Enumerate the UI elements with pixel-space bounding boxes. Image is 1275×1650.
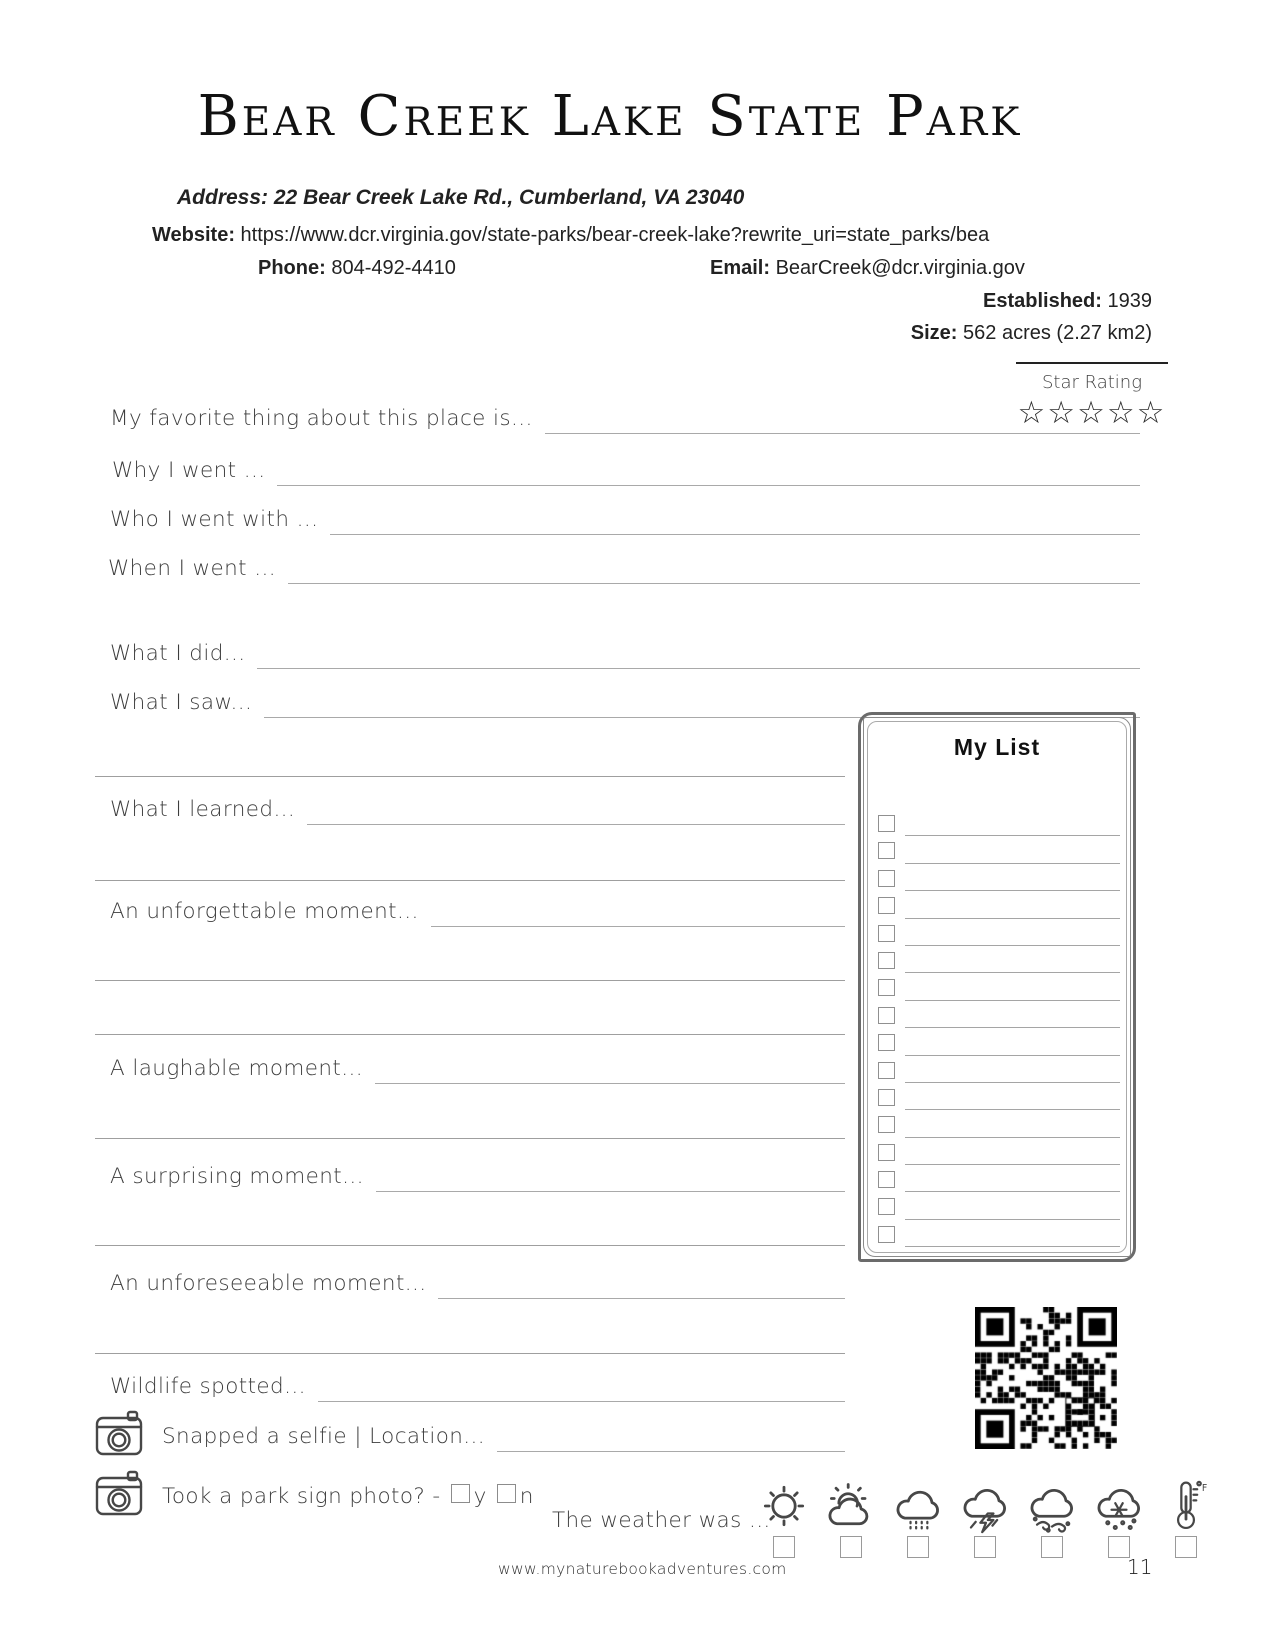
website-row — [152, 224, 989, 247]
my-list-row — [878, 1059, 1120, 1086]
field-wildlife-line[interactable] — [318, 1401, 845, 1402]
my-list-row — [878, 1031, 1120, 1058]
writing-line[interactable] — [95, 1245, 845, 1246]
snowy-icon — [1091, 1478, 1147, 1534]
field-unforgettable-line[interactable] — [431, 926, 845, 927]
size-value: 562 acres (2.27 km2) — [963, 322, 1152, 344]
camera-icon — [95, 1410, 143, 1456]
field-favorite — [110, 406, 1140, 431]
field-favorite-line[interactable] — [545, 433, 1140, 434]
camera-icon — [95, 1470, 143, 1516]
field-selfie-label: Snapped a selfie | Location... — [162, 1424, 485, 1449]
address-row — [177, 186, 744, 210]
my-list-checkbox[interactable] — [878, 897, 895, 914]
my-list-line[interactable] — [905, 918, 1120, 919]
field-laughable — [110, 1056, 845, 1081]
field-why-line[interactable] — [277, 485, 1140, 486]
field-unforeseeable-line[interactable] — [438, 1298, 845, 1299]
my-list-line[interactable] — [905, 1000, 1120, 1001]
writing-line[interactable] — [95, 1138, 845, 1139]
field-when-label: When I went ... — [108, 556, 276, 581]
weather-windy-checkbox[interactable] — [1041, 1536, 1063, 1558]
my-list-row — [878, 894, 1120, 921]
my-list-line[interactable] — [905, 1082, 1120, 1083]
email-row — [710, 257, 1025, 280]
my-list-row — [878, 812, 1120, 839]
email-label: Email: — [710, 257, 771, 279]
sunny-icon — [756, 1478, 812, 1534]
field-who — [110, 507, 1140, 532]
my-list-rows — [878, 812, 1120, 1250]
stormy-icon — [957, 1478, 1013, 1534]
field-unforeseeable-label: An unforeseeable moment... — [110, 1271, 427, 1296]
field-when — [108, 556, 1140, 581]
my-list-checkbox[interactable] — [878, 925, 895, 942]
field-why-label: Why I went ... — [112, 458, 266, 483]
email-value: BearCreek@dcr.virginia.gov — [775, 257, 1025, 279]
rating-divider — [1016, 362, 1168, 364]
my-list-checkbox[interactable] — [878, 1089, 895, 1106]
writing-line[interactable] — [95, 880, 845, 881]
my-list-title: My List — [953, 734, 1041, 760]
page-title: Bear Creek Lake State Park — [197, 84, 1023, 149]
my-list-line[interactable] — [905, 945, 1120, 946]
my-list-row — [878, 1004, 1120, 1031]
my-list-line[interactable] — [905, 863, 1120, 864]
my-list-line[interactable] — [905, 1246, 1120, 1247]
size-row — [911, 322, 1152, 345]
field-parksign-label: Took a park sign photo? - — [162, 1484, 441, 1509]
my-list-row — [878, 867, 1120, 894]
writing-line[interactable] — [95, 980, 845, 981]
weather-rainy-checkbox[interactable] — [907, 1536, 929, 1558]
address-label: Address: — [177, 186, 269, 209]
svg-text:F: F — [1201, 1483, 1208, 1495]
field-unforgettable-label: An unforgettable moment... — [110, 899, 419, 924]
my-list-checkbox[interactable] — [878, 1007, 895, 1024]
field-weather-label: The weather was ... — [552, 1508, 771, 1533]
field-favorite-label: My favorite thing about this place is... — [110, 406, 533, 431]
my-list-line[interactable] — [905, 1137, 1120, 1138]
my-list-row — [878, 922, 1120, 949]
my-list-checkbox[interactable] — [878, 1226, 895, 1243]
my-list-line[interactable] — [905, 972, 1120, 973]
my-list-row — [878, 1113, 1120, 1140]
weather-partly-cloudy-checkbox[interactable] — [840, 1536, 862, 1558]
my-list-checkbox[interactable] — [878, 1116, 895, 1133]
footer-website: www.mynaturebookadventures.com — [498, 1560, 787, 1578]
qr-code — [975, 1307, 1117, 1449]
field-did-line[interactable] — [257, 668, 1140, 669]
field-did-label: What I did... — [110, 641, 246, 666]
established-row — [983, 290, 1152, 313]
field-learned-line[interactable] — [307, 824, 845, 825]
my-list-row — [878, 1168, 1120, 1195]
field-parksign — [162, 1484, 534, 1509]
my-list-line[interactable] — [905, 1219, 1120, 1220]
my-list-row — [878, 1223, 1120, 1250]
my-list-line[interactable] — [905, 1109, 1120, 1110]
my-list-checkbox[interactable] — [878, 870, 895, 887]
rating-label: Star Rating — [1041, 372, 1143, 393]
weather-option-partly-cloudy — [823, 1478, 879, 1558]
weather-option-sunny — [756, 1478, 812, 1558]
my-list-line[interactable] — [905, 1027, 1120, 1028]
phone-row — [258, 257, 456, 280]
field-surprising-line[interactable] — [376, 1191, 845, 1192]
field-did — [110, 641, 1140, 666]
phone-label: Phone: — [258, 257, 326, 279]
field-wildlife — [110, 1374, 845, 1399]
page-number: 11 — [1127, 1555, 1153, 1579]
phone-value: 804-492-4410 — [331, 257, 456, 279]
my-list-row — [878, 1086, 1120, 1113]
weather-option-windy — [1024, 1478, 1080, 1558]
weather-option-rainy — [890, 1478, 946, 1558]
field-who-line[interactable] — [330, 534, 1140, 535]
writing-line[interactable] — [95, 1353, 845, 1354]
address-value: 22 Bear Creek Lake Rd., Cumberland, VA 23040 — [273, 186, 745, 209]
my-list-checkbox[interactable] — [878, 1171, 895, 1188]
rainy-icon — [890, 1478, 946, 1534]
field-when-line[interactable] — [288, 583, 1140, 584]
my-list-checkbox[interactable] — [878, 979, 895, 996]
my-list-row — [878, 976, 1120, 1003]
field-learned-label: What I learned... — [110, 797, 296, 822]
my-list-row — [878, 1141, 1120, 1168]
my-list-checkbox[interactable] — [878, 1144, 895, 1161]
parksign-yes-checkbox[interactable] — [451, 1484, 470, 1503]
field-saw-label: What I saw... — [110, 690, 253, 715]
field-laughable-line[interactable] — [375, 1083, 845, 1084]
weather-option-snowy — [1091, 1478, 1147, 1558]
temperature-icon — [1158, 1478, 1214, 1534]
weather-option-stormy — [957, 1478, 1013, 1558]
my-list-row — [878, 1195, 1120, 1222]
field-why — [112, 458, 1140, 483]
my-list-line[interactable] — [905, 1164, 1120, 1165]
weather-stormy-checkbox[interactable] — [974, 1536, 996, 1558]
field-laughable-label: A laughable moment... — [110, 1056, 363, 1081]
field-surprising-label: A surprising moment... — [110, 1164, 364, 1189]
parksign-no-checkbox[interactable] — [497, 1484, 516, 1503]
size-label: Size: — [910, 322, 958, 344]
my-list-row — [878, 949, 1120, 976]
field-selfie — [162, 1424, 845, 1449]
windy-icon — [1024, 1478, 1080, 1534]
my-list-line[interactable] — [905, 1055, 1120, 1056]
my-list-checkbox[interactable] — [878, 1034, 895, 1051]
my-list-checkbox[interactable] — [878, 952, 895, 969]
my-list-line[interactable] — [905, 890, 1120, 891]
my-list-checkbox[interactable] — [878, 1198, 895, 1215]
writing-line[interactable] — [95, 1034, 845, 1035]
parksign-no-label: n — [519, 1484, 534, 1509]
parksign-yes-label: y — [473, 1484, 487, 1509]
star-rating-icons[interactable]: ☆☆☆☆☆ — [1017, 395, 1167, 431]
field-selfie-line[interactable] — [497, 1451, 845, 1452]
field-who-label: Who I went with ... — [110, 507, 319, 532]
website-label: Website: — [152, 224, 235, 246]
field-unforgettable — [110, 899, 845, 924]
weather-option-temperature — [1158, 1478, 1214, 1558]
my-list-box — [858, 712, 1136, 1262]
writing-line[interactable] — [95, 776, 845, 777]
weather-sunny-checkbox[interactable] — [773, 1536, 795, 1558]
field-surprising — [110, 1164, 845, 1189]
my-list-checkbox[interactable] — [878, 842, 895, 859]
field-unforeseeable — [110, 1271, 845, 1296]
my-list-row — [878, 839, 1120, 866]
my-list-checkbox[interactable] — [878, 1062, 895, 1079]
partly-cloudy-icon — [823, 1478, 879, 1534]
field-weather — [552, 1508, 771, 1533]
website-value: https://www.dcr.virginia.gov/state-parks/bear-creek-lake?rewrite_uri=state_parks/bea — [240, 224, 990, 246]
field-learned — [110, 797, 845, 822]
my-list-line[interactable] — [905, 1191, 1120, 1192]
established-value: 1939 — [1107, 290, 1152, 312]
my-list-line[interactable] — [905, 835, 1120, 836]
established-label: Established: — [983, 290, 1102, 312]
weather-temperature-checkbox[interactable] — [1175, 1536, 1197, 1558]
my-list-checkbox[interactable] — [878, 815, 895, 832]
field-wildlife-label: Wildlife spotted... — [110, 1374, 306, 1399]
